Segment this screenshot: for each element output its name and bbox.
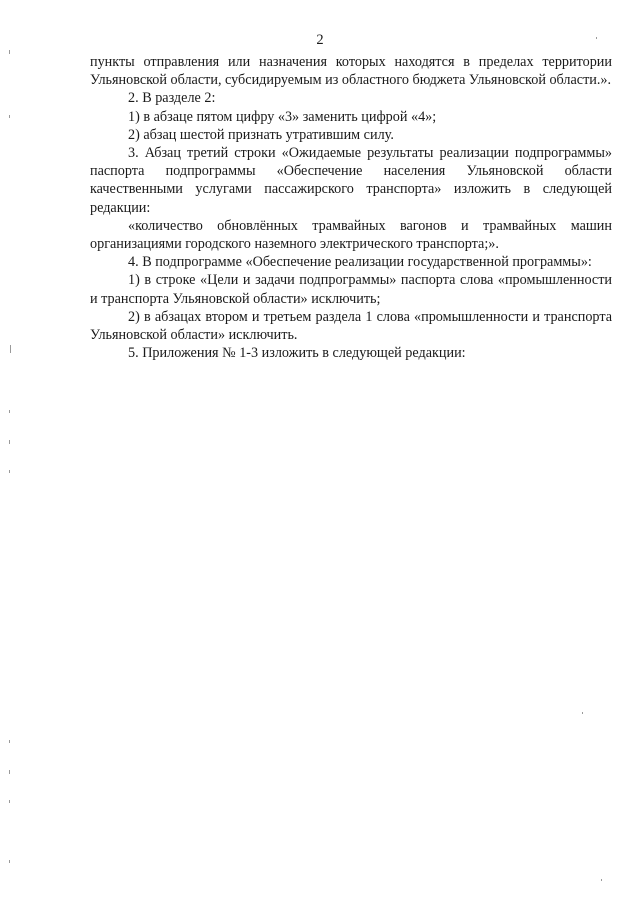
scan-artifact bbox=[9, 860, 10, 863]
scan-artifact bbox=[9, 470, 10, 473]
paragraph-item-3: 3. Абзац третий строки «Ожидаемые результаты реализации подпрограммы» паспорта подпрограммы «Обеспечение населения Ульяновской области качественными услугами пассажирского транспорта» изложить в следующей редакции: bbox=[90, 145, 612, 216]
scan-artifact bbox=[9, 440, 10, 444]
scan-artifact bbox=[9, 410, 10, 413]
scan-artifact bbox=[10, 345, 11, 353]
scan-artifact bbox=[9, 115, 10, 118]
paragraph-item-4: 4. В подпрограмме «Обеспечение реализации государственной программы»: bbox=[128, 254, 592, 271]
paragraph-section-2-item-1: 1) в абзаце пятом цифру «3» заменить цифрой «4»; bbox=[128, 108, 437, 125]
paragraph-item-4-sub-2: 2) в абзацах втором и третьем раздела 1 слова «промышленности и транспорта Ульяновской области» исключить. bbox=[90, 308, 612, 344]
paragraph-item-5: 5. Приложения № 1-3 изложить в следующей редакции: bbox=[128, 345, 466, 362]
paragraph-section-2-item-2: 2) абзац шестой признать утратившим силу. bbox=[128, 126, 394, 143]
scan-artifact bbox=[9, 740, 10, 743]
scan-artifact bbox=[582, 712, 583, 714]
paragraph-section-2: 2. В разделе 2: bbox=[128, 90, 216, 107]
scan-artifact bbox=[9, 770, 10, 774]
page-number: 2 bbox=[316, 32, 324, 48]
scan-artifact bbox=[9, 800, 10, 803]
document-body bbox=[90, 53, 612, 362]
paragraph-quoted-result: «количество обновлённых трамвайных вагонов и трамвайных машин организациями городского наземного электрического транспорта;». bbox=[90, 217, 612, 253]
scan-artifact bbox=[601, 879, 602, 881]
scan-artifact bbox=[9, 50, 10, 54]
scan-artifact bbox=[596, 37, 597, 39]
paragraph-item-4-sub-1: 1) в строке «Цели и задачи подпрограммы» паспорта слова «промышленности и транспорта Ульяновской области» исключить; bbox=[90, 272, 612, 307]
paragraph-continuation: пункты отправления или назначения которых находятся в пределах территории Ульяновской области, субсидируемым из областного бюджета Ульяновской области.». bbox=[90, 54, 612, 89]
